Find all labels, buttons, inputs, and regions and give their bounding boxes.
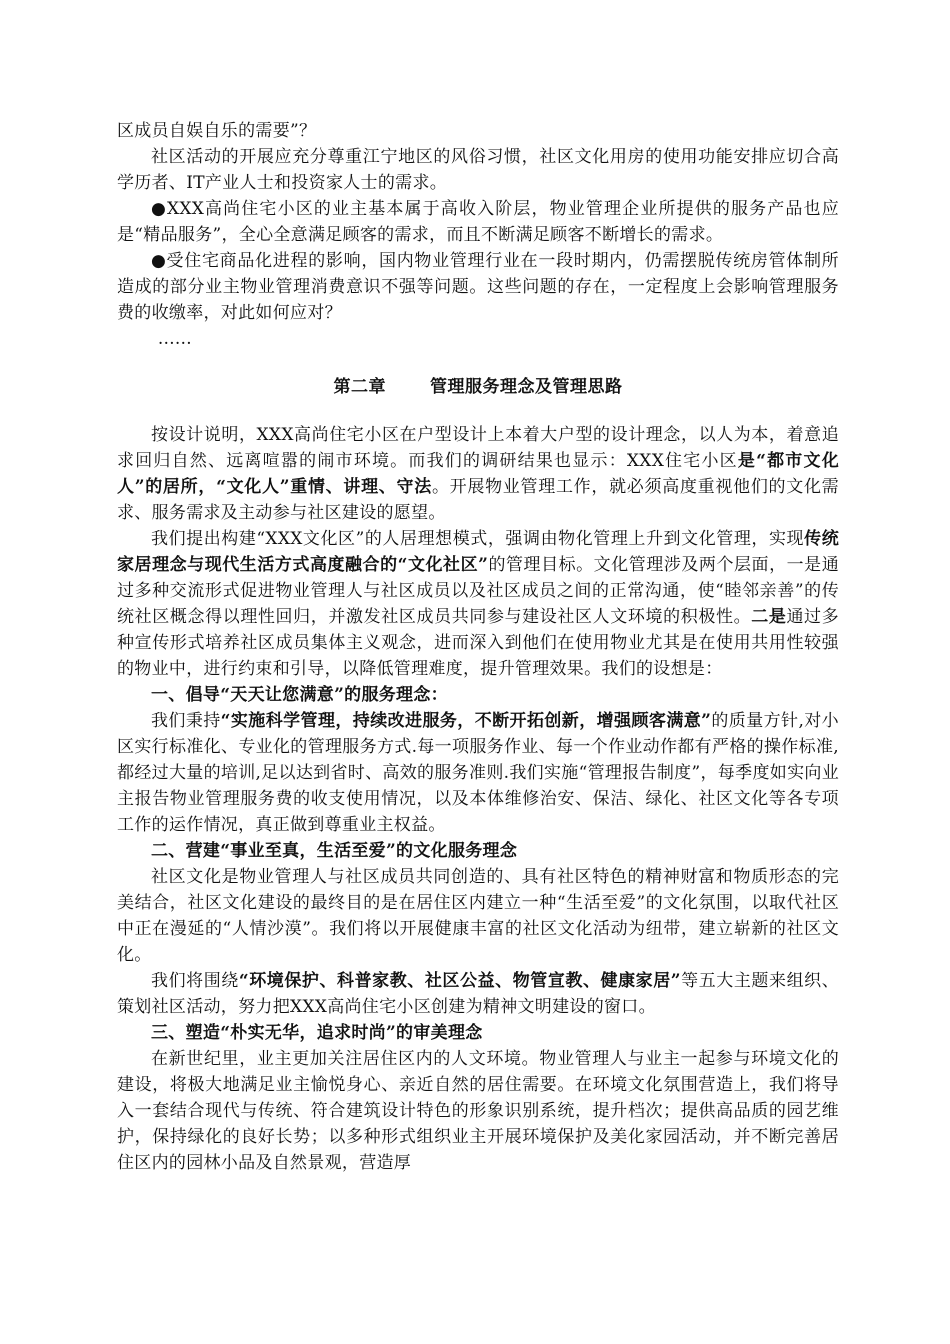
emphasis-text: 是“都市文化人”的居所，“文化人”重情、讲理、守法 <box>117 451 840 497</box>
section-intro-paragraph-2 <box>117 526 839 682</box>
emphasis-text: “环境保护、科普家教、社区公益、物管宣教、健康家居” <box>238 971 681 991</box>
text-run: 我们提出构建“XXX文化区”的人居理想模式，强调由物化管理上升到文化管理，实现 <box>151 529 805 549</box>
document-page <box>117 118 839 1176</box>
text-run: 。开展物业管理工作，就必须高度重视他们的文化需求、服务需求及主动参与社区建设的愿望。 <box>117 477 839 523</box>
emphasis-text: “实施科学管理，持续改进服务，不断开拓创新，增强顾客满意” <box>220 711 712 731</box>
chapter-heading <box>117 374 839 400</box>
section-1-paragraph <box>117 708 839 838</box>
section-2-paragraph-1: 社区文化是物业管理人与社区成员共同创造的、具有社区特色的精神财富和物质形态的完美结合，社区文化建设的最终目的是在居住区内建立一种“生活至爱”的文化氛围，以取代社区中正在漫延的“人情沙漠”。我们将以开展健康丰富的社区文化活动为纽带，建立崭新的社区文化。 <box>117 867 839 965</box>
text-run: 我们将围绕 <box>151 971 239 991</box>
text-run: 的管理目标。文化管理涉及两个层面，一是通过多种交流形式促进物业管理人与社区成员以及社区成员之间的正常沟通，使“睦邻亲善”的传统社区概念得以理性回归，并激发社区成员共同参与建设社区人文环境的积极性。 <box>117 555 840 627</box>
text-run: 按设计说明，XXX高尚住宅小区在户型设计上本着大户型的设计理念，以人为本，着意追求回归自然、远离喧嚣的闹市环境。而我们的调研结果也显示：XXX住宅小区 <box>117 425 839 471</box>
chapter-title: 管理服务理念及管理思路 <box>430 377 623 397</box>
intro-paragraph-2: 社区活动的开展应充分尊重江宁地区的风俗习惯，社区文化用房的使用功能安排应切合高学历者、IT产业人士和投资家人士的需求。 <box>117 147 839 193</box>
section-2-heading: 二、营建“事业至真，生活至爱”的文化服务理念 <box>151 841 518 861</box>
emphasis-text: 二是 <box>751 607 787 627</box>
section-2-paragraph-2 <box>117 968 839 1020</box>
text-run: 的质量方针,对小区实行标准化、专业化的管理服务方式.每一项服务作业、每一个作业动作都有严格的操作标准,都经过大量的培训,足以达到省时、高效的服务准则.我们实施“管理报告制度”，每季度如实向业主报告物业管理服务费的收支使用情况，以及本体维修治安、保洁、绿化、社区文化等各专项工作的运作情况，真正做到尊重业主权益。 <box>117 711 839 835</box>
section-intro-paragraph-1 <box>117 422 839 526</box>
emphasis-text: 传统家居理念与现代生活方式高度融合的“文化社区” <box>117 529 839 575</box>
section-3-paragraph: 在新世纪里，业主更加关注居住区内的人文环境。物业管理人与业主一起参与环境文化的建设，将极大地满足业主愉悦身心、亲近自然的居住需要。在环境文化氛围营造上，我们将导入一套结合现代与传统、符合建筑设计特色的形象识别系统，提升档次；提供高品质的园艺维护，保持绿化的良好长势；以多种形式组织业主开展环境保护及美化家园活动，并不断完善居住区内的园林小品及自然景观，营造厚 <box>117 1049 839 1173</box>
intro-paragraph-1: 区成员自娱自乐的需要”？ <box>117 121 317 141</box>
section-3-heading: 三、塑造“朴实无华，追求时尚”的审美理念 <box>151 1023 483 1043</box>
chapter-number: 第二章 <box>333 377 386 397</box>
text-run: 我们秉持 <box>151 711 221 731</box>
text-run: 等五大主题来组织、策划社区活动，努力把XXX高尚住宅小区创建为精神文明建设的窗口。 <box>117 971 839 1017</box>
intro-bullet-1: ●XXX高尚住宅小区的业主基本属于高收入阶层，物业管理企业所提供的服务产品也应是“精品服务”，全心全意满足顾客的需求，而且不断满足顾客不断增长的需求。 <box>117 199 839 245</box>
intro-ellipsis: …… <box>157 329 192 349</box>
text-run: 通过多种宣传形式培养社区成员集体主义观念，进而深入到他们在使用物业尤其是在使用共用性较强的物业中，进行约束和引导，以降低管理难度，提升管理效果。我们的设想是： <box>117 607 839 679</box>
intro-bullet-2: ●受住宅商品化进程的影响，国内物业管理行业在一段时期内，仍需摆脱传统房管体制所造成的部分业主物业管理消费意识不强等问题。这些问题的存在，一定程度上会影响管理服务费的收缴率，对此如何应对？ <box>117 251 839 323</box>
section-1-heading: 一、倡导“天天让您满意”的服务理念： <box>151 685 448 705</box>
